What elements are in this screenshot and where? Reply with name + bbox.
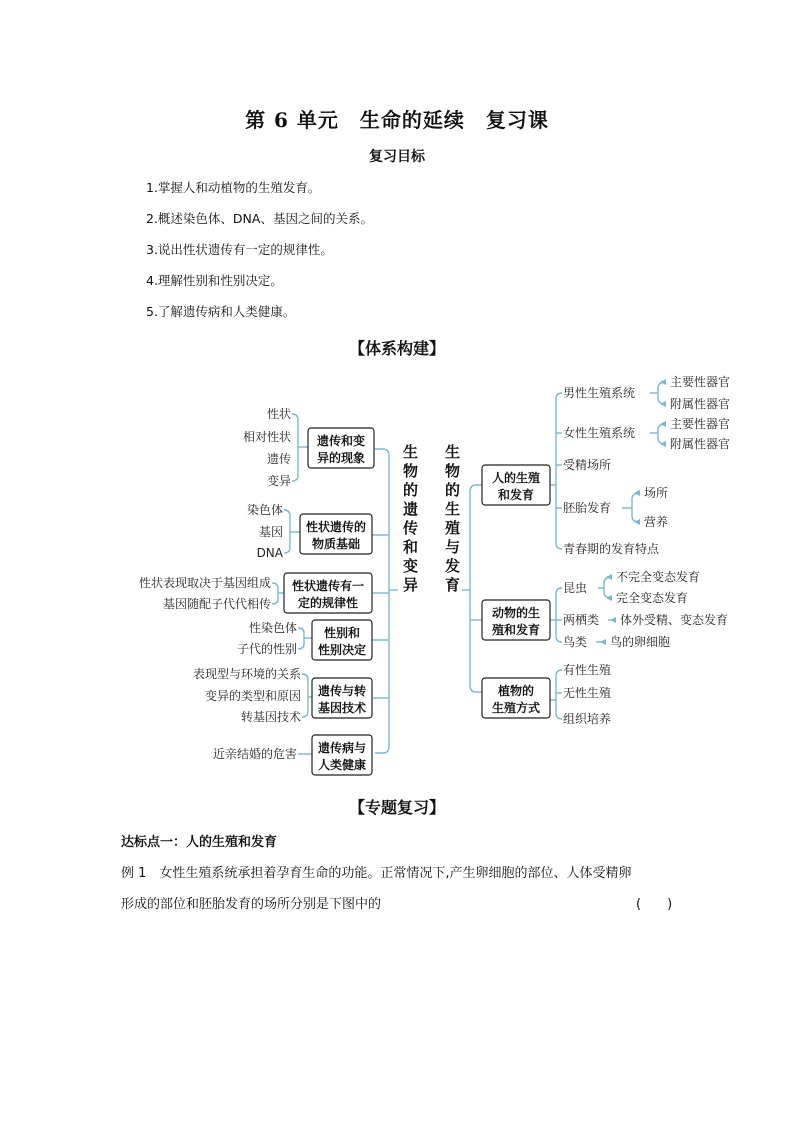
item-text: 青春期的发育特点 xyxy=(563,542,660,556)
page-title: 第 6 单元 生命的延续 复习课 xyxy=(245,108,549,132)
item-text: 表现型与环境的关系 xyxy=(192,667,301,681)
item-text: 相对性状 xyxy=(242,430,291,444)
item-text: 胚胎发育 xyxy=(563,501,612,515)
box-label: 植物的 xyxy=(497,684,535,698)
item-text: 转基因技术 xyxy=(240,710,301,724)
box-label: 异的现象 xyxy=(316,451,366,465)
item-text: 女性生殖系统 xyxy=(563,426,636,440)
section-heading-review: 【专题复习】 xyxy=(348,798,445,817)
item-text: 性染色体 xyxy=(248,621,297,635)
box-label: 物质基础 xyxy=(311,537,361,551)
center-title-reproduction: 生物的生殖与发育 xyxy=(443,444,461,596)
box-label: 性别决定 xyxy=(317,643,367,657)
goal-item: 2.概述染色体、DNA、基因之间的关系。 xyxy=(146,211,373,226)
goal-item: 1.掌握人和动植物的生殖发育。 xyxy=(146,180,321,195)
center-title-heredity: 生物的遗传和变异 xyxy=(401,444,419,596)
item-text: 昆虫 xyxy=(563,581,588,595)
example-text-line2: 形成的部位和胚胎发育的场所分别是下图中的 xyxy=(121,897,382,912)
item-text: 男性生殖系统 xyxy=(563,386,636,400)
box-label: 性状遗传的 xyxy=(305,520,367,534)
item-text: 附属性器官 xyxy=(670,437,731,451)
item-text: 组织培养 xyxy=(563,712,612,726)
point-heading: 达标点一：人的生殖和发育 xyxy=(121,835,278,850)
box-label: 遗传与转 xyxy=(317,684,367,698)
item-text: 性状 xyxy=(266,407,291,421)
box-label: 人的生殖 xyxy=(491,471,541,485)
item-text: 营养 xyxy=(644,515,669,529)
item-text: 子代的性别 xyxy=(236,642,297,656)
item-text: 附属性器官 xyxy=(670,397,731,411)
item-text: 体外受精、变态发育 xyxy=(620,613,729,627)
answer-blank: ( ) xyxy=(636,897,673,912)
item-text: 变异 xyxy=(266,474,291,488)
example-text-line1: 例 1 女性生殖系统承担着孕育生命的功能。正常情况下,产生卵细胞的部位、人体受精卵 xyxy=(121,866,632,881)
box-label: 性状遗传有一 xyxy=(291,579,365,593)
box-label: 人类健康 xyxy=(317,758,367,772)
item-text: 有性生殖 xyxy=(563,663,612,677)
item-text: 鸟的卵细胞 xyxy=(610,635,671,649)
box-label: 基因技术 xyxy=(317,701,367,715)
review-goals-heading: 复习目标 xyxy=(369,149,425,165)
item-text: 近亲结婚的危害 xyxy=(212,747,297,761)
box-label: 遗传和变 xyxy=(316,434,366,448)
box-label: 动物的生 xyxy=(491,606,541,620)
box-label: 生殖方式 xyxy=(491,701,541,715)
item-text: DNA xyxy=(256,546,283,560)
item-text: 受精场所 xyxy=(563,458,612,472)
item-text: 变异的类型和原因 xyxy=(204,689,301,703)
box-label: 定的规律性 xyxy=(297,596,359,610)
box-label: 性别和 xyxy=(323,626,361,640)
item-text: 基因随配子代代相传 xyxy=(162,597,271,611)
item-text: 两栖类 xyxy=(563,613,600,627)
item-text: 遗传 xyxy=(266,452,291,466)
item-text: 无性生殖 xyxy=(563,686,612,700)
goal-item: 5.了解遗传病和人类健康。 xyxy=(146,304,296,319)
item-text: 鸟类 xyxy=(563,635,588,649)
goal-item: 4.理解性别和性别决定。 xyxy=(146,273,283,288)
item-text: 染色体 xyxy=(246,503,283,517)
item-text: 完全变态发育 xyxy=(616,591,689,605)
box-label: 遗传病与 xyxy=(317,741,367,755)
knowledge-mind-map xyxy=(0,360,794,780)
item-text: 性状表现取决于基因组成 xyxy=(138,576,271,590)
item-text: 不完全变态发育 xyxy=(616,570,701,584)
item-text: 基因 xyxy=(258,525,283,539)
item-text: 主要性器官 xyxy=(670,375,731,389)
item-text: 场所 xyxy=(644,486,669,500)
section-heading-system: 【体系构建】 xyxy=(348,339,445,358)
box-label: 殖和发育 xyxy=(491,623,541,637)
item-text: 主要性器官 xyxy=(670,417,731,431)
goal-item: 3.说出性状遗传有一定的规律性。 xyxy=(146,242,333,257)
box-label: 和发育 xyxy=(497,488,535,502)
